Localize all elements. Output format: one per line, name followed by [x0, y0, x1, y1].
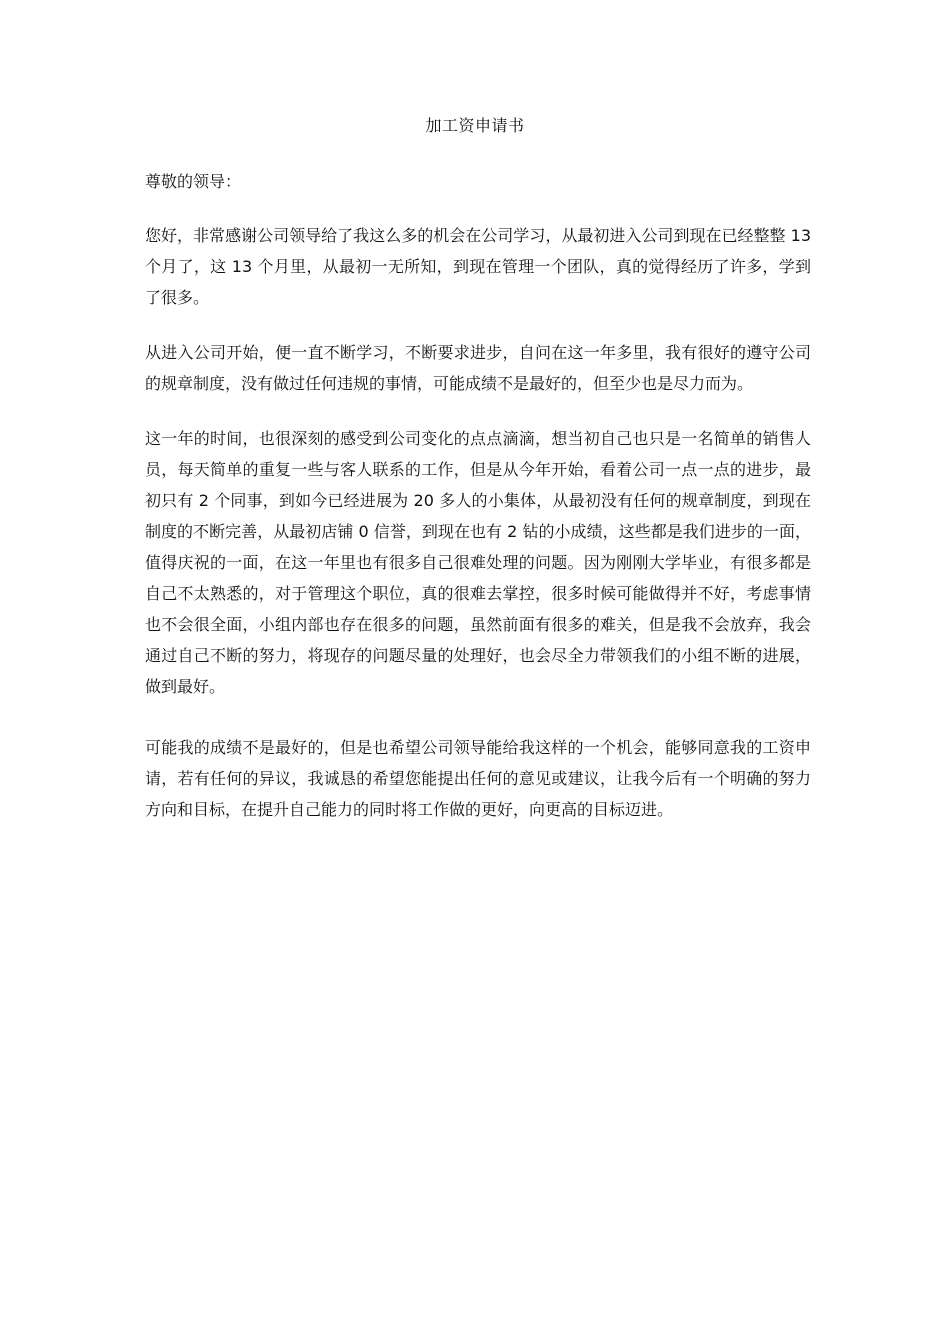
paragraph-progress: 这一年的时间，也很深刻的感受到公司变化的点点滴滴，想当初自己也只是一名简单的销售人员，每天简单的重复一些与客人联系的工作，但是从今年开始，看着公司一点一点的进步，最初只有 2 个同事，到如今已经进展为 20 多人的小集体，从最初没有任何的规章制度，到现在制度的不断完善，从最初店铺 0 信誉，到现在也有 2 钻的小成绩，这些都是我们进步的一面，值得庆祝的一面，在这一年里也有很多自己很难处理的问题。因为刚刚大学毕业，有很多都是自己不太熟悉的，对于管理这个职位，真的很难去掌控，很多时候可能做得并不好，考虑事情也不会很全面，小组内部也存在很多的问题，虽然前面有很多的难关，但是我不会放弃，我会通过自己不断的努力，将现存的问题尽量的处理好，也会尽全力带领我们的小组不断的进展，做到最好。 — [145, 429, 811, 696]
paragraph-conduct: 从进入公司开始，便一直不断学习，不断要求进步，自问在这一年多里，我有很好的遵守公司的规章制度，没有做过任何违规的事情，可能成绩不是最好的，但至少也是尽力而为。 — [145, 343, 811, 393]
salutation: 尊敬的领导： — [145, 172, 242, 191]
document-title: 加工资申请书 — [425, 116, 525, 135]
paragraph-request: 可能我的成绩不是最好的，但是也希望公司领导能给我这样的一个机会，能够同意我的工资申请，若有任何的异议，我诚恳的希望您能提出任何的意见或建议，让我今后有一个明确的努力方向和目标，在提升自己能力的同时将工作做的更好，向更高的目标迈进。 — [145, 738, 811, 819]
paragraph-greeting: 您好，非常感谢公司领导给了我这么多的机会在公司学习，从最初进入公司到现在已经整整 13 个月了，这 13 个月里，从最初一无所知，到现在管理一个团队，真的觉得经历了许多，学到了很多。 — [145, 226, 811, 307]
